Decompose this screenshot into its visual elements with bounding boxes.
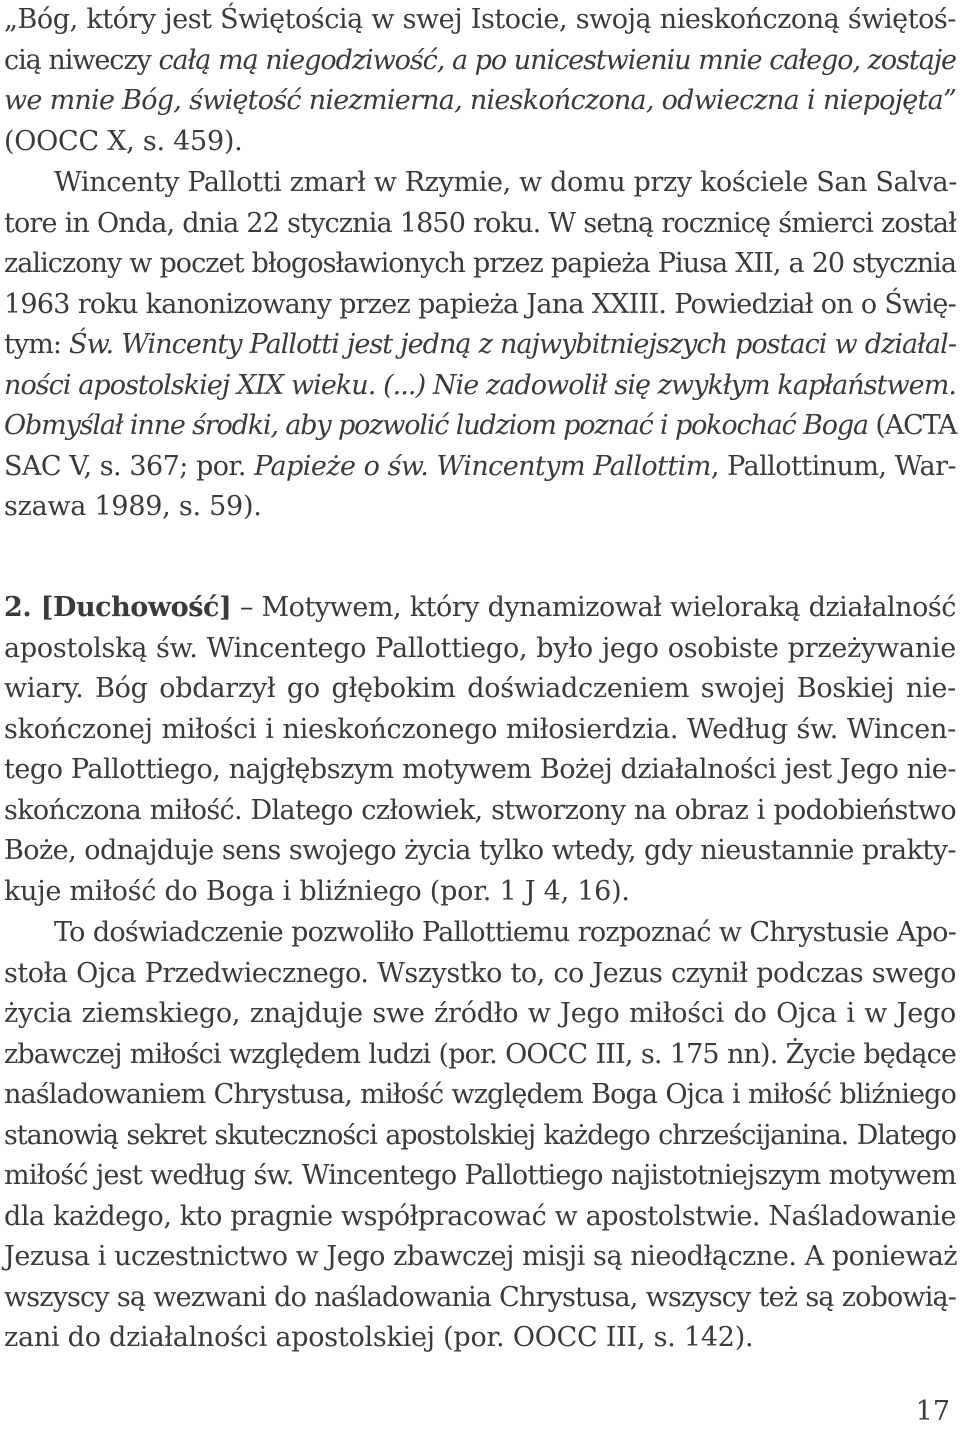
text-run: skończona miłość. Dlatego człowiek, stworzony na obraz i podobieństwo [4, 794, 956, 826]
text-line [4, 1237, 956, 1278]
text-line [4, 791, 956, 832]
text-line [4, 447, 956, 488]
text-run: tego Pallottiego, najgłębszym motywem Bożej działalności jest Jego nie- [4, 754, 956, 785]
text-run: wiary. Bóg obdarzył go głębokim doświadczeniem swojej Boskiej nie- [4, 673, 956, 704]
citation-text: SAC V, s. 367; por. [4, 450, 255, 482]
text-run: stoła Ojca Przedwiecznego. Wszystko to, co Jezus czynił podczas swego [4, 957, 956, 989]
text-line [4, 41, 956, 82]
text-run: „Bóg, który jest Świętością w swej Istocie, swoją nieskończoną świętoś- [4, 4, 956, 35]
text-line [4, 163, 956, 204]
text-line [4, 750, 956, 791]
paragraph-spirituality [4, 588, 956, 912]
text-line [4, 588, 956, 629]
text-run: życia ziemskiego, znajduje swe źródło w Jego miłości do Ojca i w Jego [4, 998, 956, 1029]
text-line [4, 406, 956, 447]
italic-text-run: ności apostolskiej XIX wieku. (...) Nie zadowolił się zwykłym kapłaństwem. [4, 369, 956, 401]
text-line [4, 122, 956, 163]
text-line [4, 629, 956, 670]
text-run: Wincenty Pallotti zmarł w Rzymie, w domu przy kościele San Salva- [54, 167, 958, 198]
text-run: miłość jest według św. Wincentego Pallottiego najistotniejszym motywem [4, 1160, 956, 1191]
text-line [4, 710, 956, 751]
text-line [4, 1035, 956, 1076]
italic-text-run: Obmyślał inne środki, aby pozwolić ludziom poznać i pokochać Boga [4, 410, 868, 441]
text-line [4, 1318, 956, 1359]
section-heading: [Duchowość] [40, 592, 232, 623]
text-line [4, 669, 956, 710]
text-run: tym: [4, 329, 70, 360]
italic-text-run: we mnie Bóg, świętość niezmierna, nieskończona, odwieczna i niepojęta” [4, 85, 956, 116]
text-line [4, 487, 956, 528]
text-line [4, 0, 956, 41]
text-line [4, 913, 956, 954]
text-line [4, 1278, 956, 1319]
paragraph-christ-apostle [4, 913, 956, 1359]
text-run: dla każdego, kto pragnie współpracować w apostolstwie. Naśladowanie [4, 1200, 956, 1232]
text-run: 1963 roku kanonizowany przez papieża Jana XXIII. Powiedział on o Świę- [4, 288, 956, 320]
text-line [4, 325, 956, 366]
text-run: tore in Onda, dnia 22 stycznia 1850 roku. W setną rocznicę śmierci został [4, 207, 956, 239]
text-run: zbawczej miłości względem ludzi (por. OOCC III, s. 175 nn). Życie będące [4, 1038, 956, 1070]
citation-text: (OOCC X, s. 459). [4, 125, 243, 157]
text-run: naśladowaniem Chrystusa, miłość względem Boga Ojca i miłość bliźniego [4, 1079, 956, 1110]
citation-text: (ACTA [867, 410, 957, 441]
text-line [4, 285, 956, 326]
citation-text: , Pallottinum, War- [710, 450, 956, 482]
text-line [4, 366, 956, 407]
text-line [4, 204, 956, 245]
paragraph-quote-continuation [4, 0, 956, 162]
text-run: To doświadczenie pozwoliło Pallottiemu rozpoznać w Chrystusie Apo- [54, 917, 956, 948]
text-line [4, 1197, 956, 1238]
text-line [4, 994, 956, 1035]
paragraph-pallotti-death [4, 163, 956, 528]
text-line [4, 1075, 956, 1116]
text-line [4, 1116, 956, 1157]
document-page [4, 0, 956, 1429]
text-line [4, 1156, 956, 1197]
citation-text: szawa 1989, s. 59). [4, 491, 262, 522]
italic-text-run: całą mą niegodziwość, a po unicestwieniu mnie całego, zostaje [158, 44, 956, 76]
italic-text-run: Św. Wincenty Pallotti jest jedną z najwybitniejszych postaci w działal- [69, 329, 956, 360]
text-run: – Motywem, który dynamizował wieloraką działalność [231, 592, 956, 623]
page-number: 17 [915, 1396, 950, 1427]
text-run: Jezusa i uczestnictwo w Jego zbawczej misji są nieodłączne. A ponieważ [4, 1241, 958, 1272]
text-run: wszyscy są wezwani do naśladowania Chrystusa, wszyscy też są zobowią- [4, 1281, 956, 1313]
text-run: apostolską św. Wincentego Pallottiego, było jego osobiste przeżywanie [4, 632, 956, 664]
text-run: zani do działalności apostolskiej (por. OOCC III, s. 142). [4, 1322, 754, 1353]
text-line [4, 872, 956, 913]
text-line [4, 954, 956, 995]
text-run: skończonej miłości i nieskończonego miłosierdzia. Według św. Wincen- [4, 713, 956, 745]
text-run: stanowią sekret skuteczności apostolskiej każdego chrześcijanina. Dlatego [4, 1119, 956, 1151]
text-run: cią niweczy [4, 44, 159, 76]
section-number: 2. [4, 592, 41, 623]
italic-book-title: Papieże o św. Wincentym Pallottim [254, 450, 711, 482]
text-run: kuje miłość do Boga i bliźniego (por. 1 J 4, 16). [4, 875, 630, 907]
text-line [4, 81, 956, 122]
text-run: Boże, odnajduje sens swojego życia tylko wtedy, gdy nieustannie prakty- [4, 835, 956, 866]
text-run: zaliczony w poczet błogosławionych przez papieża Piusa XII, a 20 stycznia [4, 248, 956, 279]
text-line [4, 831, 956, 872]
text-line [4, 244, 956, 285]
